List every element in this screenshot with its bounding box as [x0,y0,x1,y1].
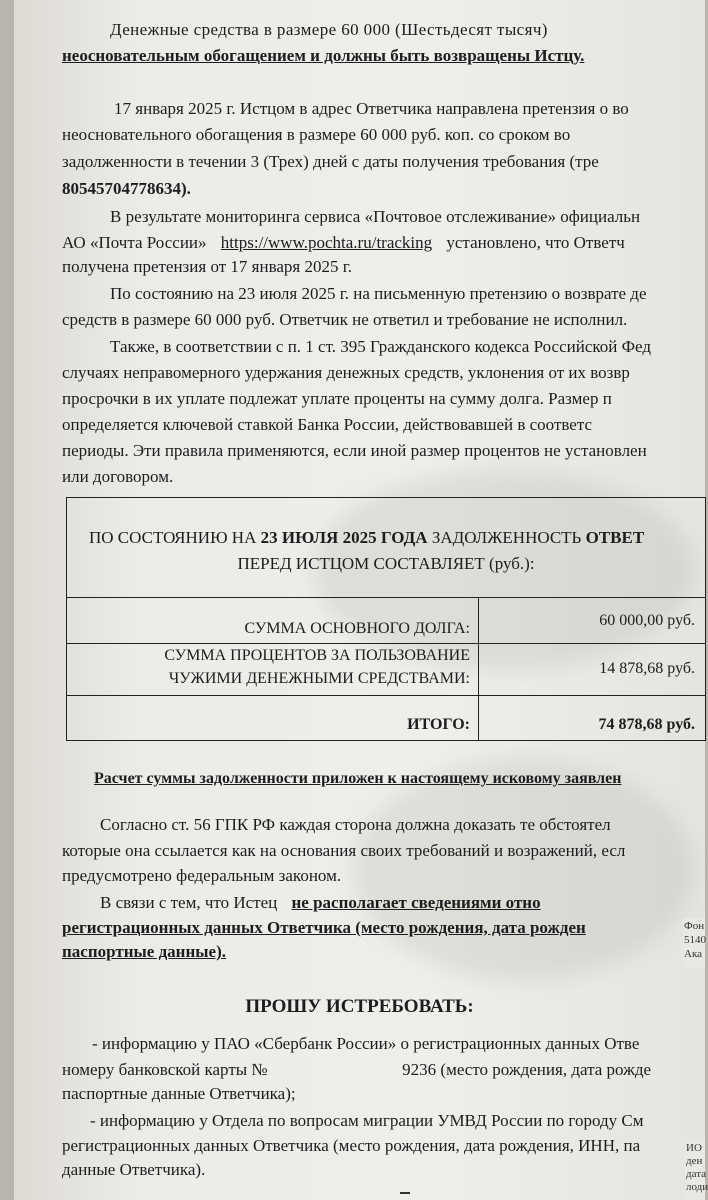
p5-line6: или договором. [62,467,174,486]
p3-line1: В результате мониторинга сервиса «Почтовое отслеживание» официальн [110,207,641,226]
p2-line2: неосновательного обогащения в размере 60 000 руб. коп. со сроком во [62,125,571,144]
header-date: 23 ИЮЛЯ 2025 ГОДА [260,528,428,547]
document-page [14,0,705,1200]
edge-text: Ака [684,948,703,960]
table-cell-label [67,644,479,695]
request-heading: ПРОШУ ИСТРЕБОВАТЬ: [245,996,474,1017]
request-item2-line2: регистрационных данных Ответчика (место рождения, дата рождения, ИНН, па [62,1136,641,1155]
request-item2-line1: - информацию у Отдела по вопросам миграции УМВД России по городу См [90,1111,644,1130]
principal-value: 60 000,00 руб. [599,612,695,629]
interest-label-line1: СУММА ПРОЦЕНТОВ ЗА ПОЛЬЗОВАНИЕ [164,647,470,664]
interest-value: 14 878,68 руб. [599,660,695,677]
header-defendant: ОТВЕТ [585,528,645,547]
table-row-total [67,696,705,740]
p3-line2 [62,233,625,253]
edge-page-fragment-2 [685,1140,708,1200]
principal-label: СУММА ОСНОВНОГО ДОЛГА: [244,620,470,637]
p7-line2: регистрационных данных Ответчика (место рождения, дата рожден [62,918,586,937]
p7-pre: В связи с тем, что Истец [100,893,278,912]
request-item1-line1: - информацию у ПАО «Сбербанк России» о регистрационных данных Отве [92,1034,640,1053]
request-item2-line3: данные Ответчика). [62,1160,206,1179]
p3-line3: получена претензия от 17 января 2025 г. [62,257,353,276]
interest-label-line2: ЧУЖИМИ ДЕНЕЖНЫМИ СРЕДСТВАМИ: [168,670,470,687]
debt-table-header-line1 [89,528,644,548]
p7-line1 [100,893,541,913]
card-number-label: номеру банковской карты № [62,1060,268,1079]
table-row-interest [67,644,705,696]
p1-line1: Денежные средства в размере 60 000 (Шестьдесят тысяч) [110,20,548,39]
total-label: ИТОГО: [407,716,470,733]
table-cell-label [67,696,479,740]
show-through-shadow-2 [354,760,694,980]
p5-line4: определяется ключевой ставкой Банка России, действовавшей в соответс [62,415,593,434]
p6-line2: которые она ссылается как на основания своих требований и возражений, есл [62,841,626,860]
header-pre: ПО СОСТОЯНИЮ НА [89,528,257,547]
total-value: 74 878,68 руб. [598,716,695,733]
debt-table-header-line2: ПЕРЕД ИСТЦОМ СОСТАВЛЯЕТ (руб.): [237,554,535,573]
p7-bold: не располагает сведениями отно [291,893,541,912]
p6-line1: Согласно ст. 56 ГПК РФ каждая сторона должна доказать те обстоятел [100,815,611,834]
table-cell-label [67,598,479,643]
edge-text: дата [686,1168,707,1180]
p6-line3: предусмотрено федеральным законом. [62,866,342,885]
table-row-principal [67,598,705,644]
p3-line2-pre: АО «Почта России» [62,233,207,252]
edge-text: ден [686,1155,703,1167]
p4-line2: средств в размере 60 000 руб. Ответчик не ответил и требование не исполнил. [62,310,628,329]
debt-table [66,497,706,741]
p5-line3: просрочки в их уплате подлежат уплате проценты на сумму долга. Размер п [62,389,612,408]
p4-line1: По состоянию на 23 июля 2025 г. на письменную претензию о возврате де [110,284,647,303]
request-item1-line3: паспортные данные Ответчика); [62,1084,296,1103]
edge-text: 5140 [684,934,706,946]
edge-text: Фон [684,920,705,932]
request-item1-line2 [62,1060,651,1080]
card-number-tail: 9236 (место рождения, дата рожде [402,1060,652,1079]
debt-table-header [67,498,705,598]
header-mid: ЗАДОЛЖЕННОСТЬ [431,528,582,547]
p5-line2: случаях неправомерного удержания денежных средств, уклонения от их возвр [62,363,630,382]
p7-line3: паспортные данные). [62,942,226,961]
p2-line4: 80545704778634). [62,179,191,198]
edge-text: ИО [686,1142,702,1154]
calc-note: Расчет суммы задолженности приложен к настоящему исковому заявлен [94,770,622,787]
p3-line2-post: установлено, что Ответч [446,233,625,252]
p5-line5: периоды. Эти правила применяются, если иной размер процентов не установлен [62,441,647,460]
p5-line1: Также, в соответствии с п. 1 ст. 395 Гражданского кодекса Российской Фед [110,337,652,356]
page-number-mark [400,1192,410,1194]
p1-line2: неосновательным обогащением и должны быть возвращены Истцу. [62,46,585,65]
pochta-tracking-link[interactable]: https://www.pochta.ru/tracking [220,233,433,252]
edge-text: лоди [686,1181,708,1193]
p2-line1: 17 января 2025 г. Истцом в адрес Ответчика направлена претензия о во [114,99,629,118]
p2-line3: задолженности в течении 3 (Трех) дней с даты получения требования (тре [62,152,599,171]
edge-page-fragment-1 [683,918,705,968]
